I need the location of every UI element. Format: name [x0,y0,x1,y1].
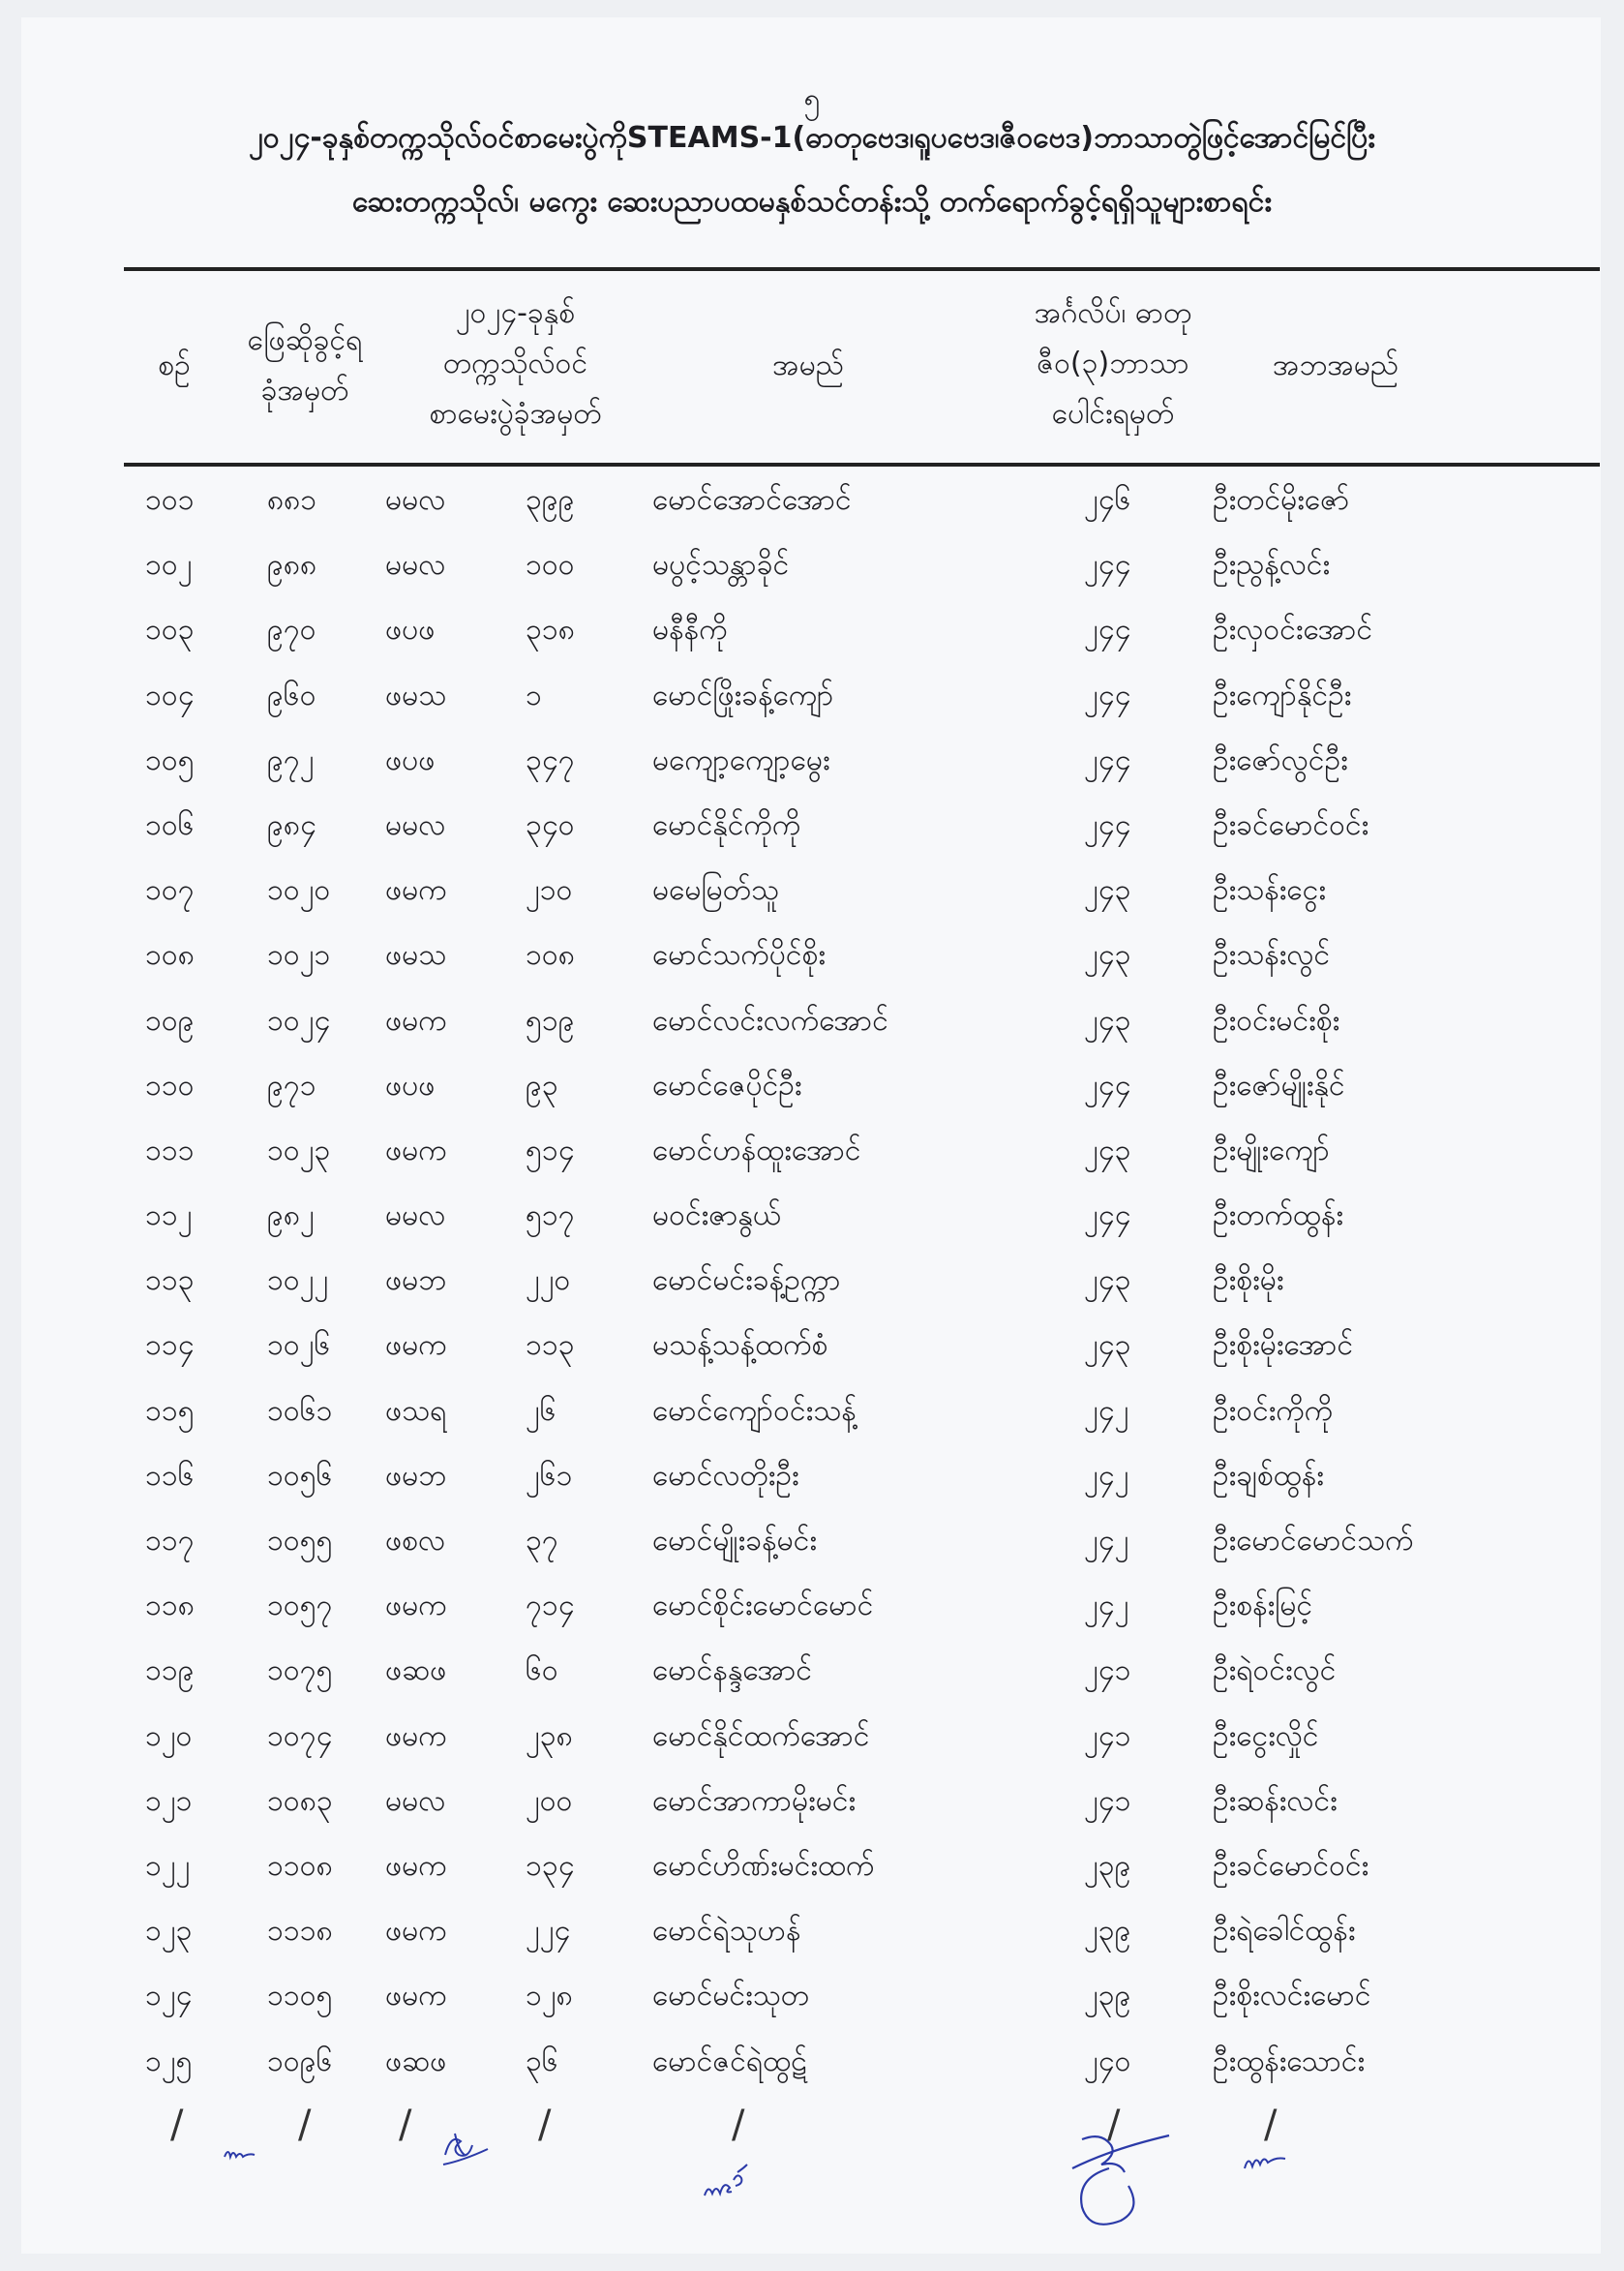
cell-exam-number: ၇၁၄ [526,1589,575,1623]
cell-exam-code: ဖမက [385,873,447,908]
cell-serial: ၁၁၅ [145,1393,195,1428]
table-top-rule [124,267,1600,271]
cell-roll: ၁၀၅၇ [267,1589,333,1623]
header-roll-number: ဖြေဆိုခွင့်ရ ခုံအမှတ် [247,323,363,408]
cell-exam-code: ဖဆဖ [385,2044,447,2078]
cell-father: ဦးရဲခေါင်ထွန်း [1213,1914,1356,1949]
table-row [0,731,1624,796]
cell-exam-number: ၃၁၈ [526,613,575,648]
cell-marks: ၂၄၂ [1084,1524,1129,1558]
cell-name: မောင်ဇင်ရဲထွဋ် [652,2044,807,2078]
table-row [0,2032,1624,2097]
cell-father: ဦးဇော်မျိုးနိုင် [1213,1068,1345,1103]
header-total-marks: အင်္ဂလိပ်၊ ဓာတု ဇီဝ(၃)ဘာသာ ပေါင်းရမှတ် [1034,296,1192,431]
cell-serial: ၁၂၀ [145,1718,193,1753]
cell-serial: ၁၁၈ [145,1589,195,1623]
cell-exam-code: ဖမက [385,1914,447,1949]
cell-father: ဦးတင်မိုးဇော် [1213,483,1350,517]
cell-roll: ၁၀၇၄ [267,1718,333,1753]
cell-roll: ၉၇၂ [267,742,315,777]
cell-roll: ၁၀၂၆ [267,1328,331,1363]
cell-father: ဦးဝင်းမင်းစိုး [1213,1003,1340,1038]
cell-roll: ၈၈၁ [267,483,317,517]
table-row [0,796,1624,861]
table-row [0,535,1624,600]
cell-marks: ၂၄၃ [1084,938,1131,973]
cell-marks: ၂၄၁ [1084,1718,1131,1753]
cell-name: မောင်မင်းခန့်ဥက္ကာ [652,1263,841,1298]
signature-initials-3 [699,2161,757,2215]
header-exam-number: ၂၀၂၄-ခုနှစ် တက္ကသိုလ်ဝင် စာမေးပွဲခုံအမှတ် [429,296,602,431]
cell-father: ဦးစန်းမြင့် [1213,1589,1313,1623]
table-row [0,925,1624,990]
cell-roll: ၁၀၅၆ [267,1458,333,1493]
cell-father: ဦးသန်းငွေး [1213,873,1326,908]
table-row [0,600,1624,665]
cell-exam-number: ၁၀၀ [526,548,575,583]
cell-name: မောင်ရဲသုဟန် [652,1914,801,1949]
cell-exam-number: ၃၄၀ [526,807,575,842]
cell-name: မောင်နိုင်ထက်အောင် [652,1718,870,1753]
cell-exam-code: မမလ [385,1783,446,1818]
table-row [0,1381,1624,1446]
cell-exam-code: ဖမသ [385,938,447,973]
cell-marks: ၂၄၄ [1084,548,1131,583]
cell-roll: ၁၀၇၅ [267,1653,333,1688]
cell-exam-code: ဖမက [385,1718,447,1753]
cell-roll: ၉၇၀ [267,613,316,648]
cell-name: မကျော့ကျော့မွေး [652,742,830,777]
table-row [0,1966,1624,2031]
cell-serial: ၁၂၃ [145,1914,193,1949]
cell-name: မောင်သက်ပိုင်စိုး [652,938,827,973]
cell-father: ဦးခင်မောင်ဝင်း [1213,1848,1369,1883]
cell-marks: ၂၄၆ [1084,483,1131,517]
table-row [0,1511,1624,1576]
cell-roll: ၉၆၀ [267,678,316,712]
document-title-line-2: ဆေးတက္ကသိုလ်၊ မကွေး ဆေးပညာပထမနှစ်သင်တန်းသို့ တက်ရောက်ခွင့်ရရှိသူများစာရင်း [352,185,1272,219]
cell-exam-number: ၂၆ [526,1393,556,1428]
cell-father: ဦးစိုးမိုး [1213,1263,1284,1298]
cell-marks: ၂၄၀ [1084,2044,1131,2078]
cell-exam-code: ဖစလ [385,1524,446,1558]
cell-exam-code: ဖမက [385,1979,447,2014]
cell-exam-code: ဖမဘ [385,1263,447,1298]
cell-father: ဦးဝင်းကိုကို [1213,1393,1334,1428]
cell-father: ဦးဆန်းလင်း [1213,1783,1338,1818]
cell-name: မောင်မျိုးခန့်မင်း [652,1524,818,1558]
cell-name: မနီနီကို [652,613,728,648]
cell-marks: ၂၄၄ [1084,1068,1131,1103]
cell-name: မောင်ဖြိုးခန့်ကျော် [652,678,834,712]
cell-marks: ၂၄၄ [1084,678,1131,712]
signature-initials-2 [436,2126,497,2176]
table-row [0,470,1624,535]
cell-roll: ၉၈၄ [267,807,316,842]
cell-serial: ၁၂၅ [145,2044,193,2078]
document-title-line-1: ၂၀၂၄-ခုနှစ်တက္ကသိုလ်ဝင်စာမေးပွဲကိုSTEAMS-1(ဓာတုဗေဒ၊ရူပဗေဒ၊ဇီဝဗေဒ)ဘာသာတွဲဖြင့်အောင်မြင်ပြီး [249,121,1375,155]
cell-father: ဦးမောင်မောင်သက် [1213,1524,1414,1558]
cell-exam-code: ဖပဖ [385,613,436,648]
cell-name: မဝင်းဇာနွယ် [652,1198,782,1233]
cell-father: ဦးချစ်ထွန်း [1213,1458,1324,1493]
cell-exam-code: ဖသရ [385,1393,447,1428]
cell-serial: ၁၁၃ [145,1263,195,1298]
cell-exam-code: ဖမက [385,1328,447,1363]
cell-roll: ၁၁၀၅ [267,1979,333,2014]
cell-father: ဦးထွန်းသောင်း [1213,2044,1366,2078]
cell-serial: ၁၁၉ [145,1653,195,1688]
cell-exam-number: ၆၀ [526,1653,558,1688]
cell-marks: ၂၄၁ [1084,1653,1131,1688]
table-row [0,1771,1624,1836]
cell-exam-code: ဖမက [385,1003,447,1038]
cell-father: ဦးရဲဝင်းလွင် [1213,1653,1337,1688]
cell-exam-code: ဖမက [385,1589,447,1623]
cell-roll: ၉၈၈ [267,548,317,583]
cell-exam-number: ၂၆၁ [526,1458,573,1493]
cell-serial: ၁၀၃ [145,613,195,648]
cell-roll: ၁၀၂၄ [267,1003,331,1038]
cell-name: မောင်ဟန်ထူးအောင် [652,1133,861,1167]
cell-name: မောင်နန္ဒအောင် [652,1653,813,1688]
cell-name: မောင်ဇေပိုင်ဦး [652,1068,802,1103]
cell-exam-number: ၃၇ [526,1524,558,1558]
cell-serial: ၁၀၁ [145,483,195,517]
table-row [0,1641,1624,1706]
table-row [0,1836,1624,1901]
cell-marks: ၂၄၃ [1084,873,1131,908]
cell-exam-number: ၅၁၄ [526,1133,575,1167]
header-serial-no: စဉ် [158,348,191,382]
cell-father: ဦးသန်းလွင် [1213,938,1331,973]
page-number: ၅ [803,82,821,116]
cell-exam-code: မမလ [385,1198,446,1233]
cell-serial: ၁၀၅ [145,742,195,777]
cell-exam-code: မမလ [385,807,446,842]
cell-name: မသန့်သန့်ထက်စံ [652,1328,828,1363]
cell-name: မောင်အောင်အောင် [652,483,852,517]
cell-father: ဦးလှဝင်းအောင် [1213,613,1373,648]
table-header-rule [124,463,1600,467]
cell-exam-number: ၅၁၉ [526,1003,575,1038]
cell-roll: ၁၁၁၈ [267,1914,333,1949]
cell-marks: ၂၄၄ [1084,742,1131,777]
cell-exam-number: ၉၃ [526,1068,558,1103]
cell-roll: ၁၀၈၃ [267,1783,333,1818]
cell-roll: ၉၈၂ [267,1198,315,1233]
cell-serial: ၁၀၆ [145,807,195,842]
cell-serial: ၁၁၀ [145,1068,195,1103]
cell-marks: ၂၄၁ [1084,1783,1131,1818]
cell-marks: ၂၄၃ [1084,1263,1131,1298]
cell-exam-code: ဖပဖ [385,1068,436,1103]
cell-serial: ၁၁၄ [145,1328,195,1363]
header-father-name: အဘအမည် [1272,348,1399,382]
table-row [0,1901,1624,1966]
cell-exam-code: ဖမဘ [385,1458,447,1493]
cell-exam-number: ၂၃၈ [526,1718,573,1753]
table-row [0,991,1624,1056]
cell-father: ဦးစိုးလင်းမောင် [1213,1979,1371,2014]
cell-name: မပွင့်သန္တာခိုင် [652,548,790,583]
cell-father: ဦးဇော်လွင်ဦး [1213,742,1348,777]
cell-serial: ၁၁၂ [145,1198,193,1233]
cell-father: ဦးမျိုးကျော် [1213,1133,1330,1167]
cell-exam-number: ၁၁၃ [526,1328,575,1363]
cell-serial: ၁၀၈ [145,938,195,973]
table-row [0,1056,1624,1121]
cell-roll: ၉၇၁ [267,1068,316,1103]
cell-name: မောင်လင်းလက်အောင် [652,1003,888,1038]
cell-marks: ၂၄၃ [1084,1328,1131,1363]
cell-name: မောင်နိုင်ကိုကို [652,807,801,842]
cell-father: ဦးခင်မောင်ဝင်း [1213,807,1369,842]
cell-exam-number: ၁၀၈ [526,938,575,973]
cell-serial: ၁၀၇ [145,873,195,908]
cell-name: မမေမြတ်သူ [652,873,779,908]
cell-name: မောင်ဟိဏ်းမင်းထက် [652,1848,875,1883]
cell-exam-code: ဖမက [385,1848,447,1883]
cell-exam-number: ၃၆ [526,2044,558,2078]
table-row [0,1186,1624,1251]
cell-father: ဦးညွန့်လင်း [1213,548,1331,583]
cell-marks: ၂၄၄ [1084,807,1131,842]
cell-exam-code: မမလ [385,483,446,517]
cell-roll: ၁၀၅၅ [267,1524,333,1558]
cell-serial: ၁၀၉ [145,1003,195,1038]
cell-exam-number: ၃၉၉ [526,483,575,517]
tick-mark: / [732,2103,745,2147]
cell-name: မောင်လတိုးဦး [652,1458,799,1493]
tick-mark: / [298,2103,312,2147]
tick-mark: / [399,2103,412,2147]
cell-exam-code: ဖဆဖ [385,1653,447,1688]
tick-mark: / [170,2103,184,2147]
cell-marks: ၂၄၃ [1084,1133,1131,1167]
table-row [0,1121,1624,1186]
cell-marks: ၂၄၄ [1084,1198,1131,1233]
cell-name: မောင်မင်းသုတ [652,1979,810,2014]
table-row [0,666,1624,731]
cell-marks: ၂၄၃ [1084,1003,1131,1038]
table-row [0,1251,1624,1316]
cell-serial: ၁၁၆ [145,1458,195,1493]
cell-exam-number: ၁၂၈ [526,1979,573,2014]
signature-main [1061,2120,1187,2236]
cell-exam-number: ၂၂၄ [526,1914,571,1949]
cell-exam-number: ၂၀၀ [526,1783,573,1818]
cell-exam-number: ၁ [526,678,542,712]
cell-exam-number: ၂၂၀ [526,1263,571,1298]
cell-exam-number: ၁၃၄ [526,1848,575,1883]
cell-roll: ၁၁၀၈ [267,1848,333,1883]
cell-marks: ၂၄၂ [1084,1458,1129,1493]
cell-marks: ၂၃၉ [1084,1848,1131,1883]
cell-name: မောင်ကျော်ဝင်းသန့် [652,1393,857,1428]
cell-serial: ၁၀၄ [145,678,195,712]
cell-serial: ၁၂၄ [145,1979,193,2014]
signature-initials-1 [221,2139,269,2168]
tick-mark: / [538,2103,552,2147]
cell-exam-number: ၅၁၇ [526,1198,575,1233]
cell-father: ဦးငွေးလှိုင် [1213,1718,1319,1753]
cell-serial: ၁၁၇ [145,1524,195,1558]
cell-roll: ၁၀၂၃ [267,1133,331,1167]
cell-name: မောင်စိုင်းမောင်မောင် [652,1589,874,1623]
cell-roll: ၁၀၂၀ [267,873,331,908]
tick-mark: / [1264,2103,1278,2147]
cell-marks: ၂၄၂ [1084,1589,1129,1623]
cell-exam-code: ဖမသ [385,678,447,712]
cell-father: ဦးစိုးမိုးအောင် [1213,1328,1354,1363]
table-row [0,861,1624,925]
cell-marks: ၂၄၂ [1084,1393,1129,1428]
cell-roll: ၁၀၆၁ [267,1393,333,1428]
cell-marks: ၂၃၉ [1084,1914,1131,1949]
cell-father: ဦးတက်ထွန်း [1213,1198,1343,1233]
cell-roll: ၁၀၂၁ [267,938,331,973]
cell-exam-number: ၂၁၀ [526,873,573,908]
cell-exam-code: ဖမက [385,1133,447,1167]
tick-mark: / [1107,2103,1121,2147]
cell-serial: ၁၀၂ [145,548,193,583]
cell-marks: ၂၄၄ [1084,613,1131,648]
cell-roll: ၁၀၉၆ [267,2044,333,2078]
cell-marks: ၂၃၉ [1084,1979,1131,2014]
table-row [0,1446,1624,1511]
table-row [0,1576,1624,1641]
cell-father: ဦးကျော်နိုင်ဦး [1213,678,1352,712]
cell-exam-code: ဖပဖ [385,742,436,777]
table-row [0,1316,1624,1380]
cell-exam-number: ၃၄၇ [526,742,575,777]
header-name: အမည် [772,348,844,382]
table-row [0,1707,1624,1771]
signature-initials-4 [1241,2147,1299,2176]
student-table-body [0,470,1624,2097]
cell-name: မောင်အာကာမိုးမင်း [652,1783,857,1818]
cell-serial: ၁၂၁ [145,1783,193,1818]
cell-exam-code: မမလ [385,548,446,583]
cell-serial: ၁၁၁ [145,1133,195,1167]
cell-roll: ၁၀၂၂ [267,1263,329,1298]
cell-serial: ၁၂၂ [145,1848,191,1883]
